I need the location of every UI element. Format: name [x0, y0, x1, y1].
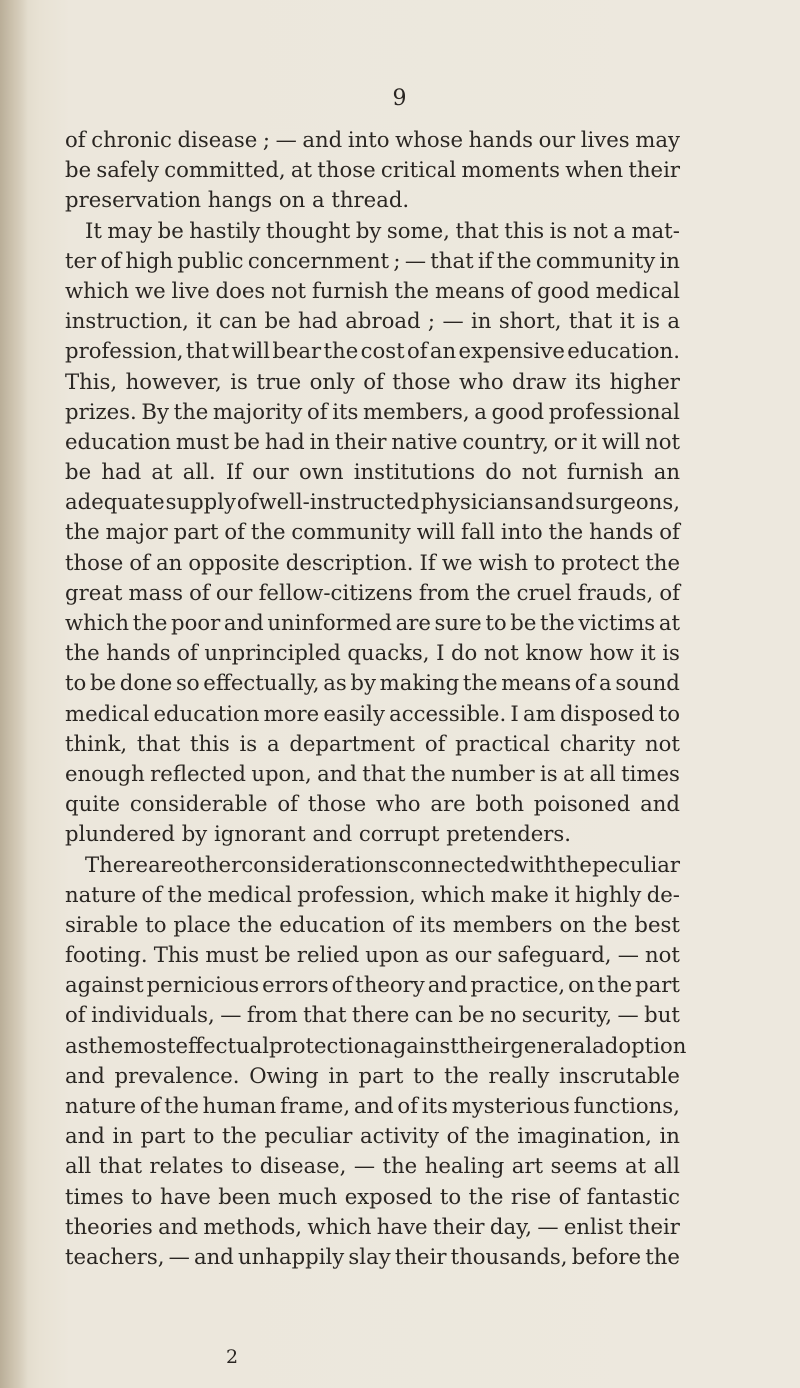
text-line: of individuals, — from that there can be no security, — but — [65, 1002, 680, 1028]
text-line: of chronic disease ; — and into whose hands our lives may — [65, 127, 680, 152]
text-line: which the poor and uninformed are sure to be the victims at — [65, 610, 680, 635]
signature-mark: 2 — [225, 1346, 239, 1368]
text-line: prizes. By the majority of its members, a good professional — [65, 398, 680, 424]
text-line: the hands of unprincipled quacks, I do not know how it is — [65, 640, 680, 666]
text-line: plundered by ignorant and corrupt pretenders. — [65, 821, 572, 847]
text-line: education must be had in their native country, or it will not — [65, 428, 680, 454]
binding-gutter-shadow — [0, 0, 28, 1388]
text-line: and in part to the peculiar activity of the imagination, in — [65, 1123, 680, 1149]
text-line: This, however, is true only of those who draw its higher — [65, 368, 680, 394]
body-text — [65, 125, 687, 1272]
text-line: those of an opposite description. If we wish to protect the — [65, 549, 680, 575]
text-line: enough reflected upon, and that the number is at all times — [65, 760, 680, 786]
text-line: great mass of our fellow-citizens from the cruel frauds, of — [65, 579, 680, 605]
text-line: against pernicious errors of theory and practice, on the part — [65, 972, 680, 998]
text-line: which we live does not furnish the means of good medical — [65, 277, 680, 303]
text-line: nature of the human frame, and of its mysterious functions, — [65, 1093, 680, 1118]
text-line: teachers, — and unhappily slay their thousands, before the — [65, 1243, 680, 1269]
text-line: and prevalence. Owing in part to the really inscrutable — [65, 1062, 680, 1088]
text-line: to be done so effectually, as by making the means of a sound — [65, 670, 680, 696]
text-line: as the most effectual protection against their general adoption — [65, 1032, 687, 1058]
text-line: preservation hangs on a thread. — [65, 187, 410, 213]
text-line: quite considerable of those who are both poisoned and — [65, 791, 680, 817]
text-line: all that relates to disease, — the healing art seems at all — [65, 1153, 680, 1179]
text-line: think, that this is a department of practical charity not — [65, 730, 680, 756]
text-line: It may be hastily thought by some, that this is not a mat- — [85, 217, 680, 243]
text-line: theories and methods, which have their day, — enlist their — [65, 1213, 680, 1239]
text-line: be safely committed, at those critical moments when their — [65, 157, 680, 183]
text-line: adequate supply of well-instructed physicians and surgeons, — [65, 489, 680, 515]
text-line: sirable to place the education of its members on the best — [65, 911, 680, 937]
text-line: ter of high public concernment ; — that if the community in — [65, 247, 680, 273]
text-line: times to have been much exposed to the rise of fantastic — [65, 1183, 680, 1209]
text-line: instruction, it can be had abroad ; — in short, that it is a — [65, 308, 680, 334]
text-line: medical education more easily accessible. I am disposed to — [65, 700, 680, 726]
text-line: nature of the medical profession, which make it highly de- — [65, 881, 680, 907]
text-line: footing. This must be relied upon as our safeguard, — not — [65, 942, 680, 968]
text-line: profession, that will bear the cost of an expensive education. — [65, 338, 680, 364]
text-line: the major part of the community will fall into the hands of — [65, 519, 680, 545]
text-line: There are other considerations connected with the peculiar — [85, 851, 680, 877]
text-line: be had at all. If our own institutions do not furnish an — [65, 459, 680, 485]
page-number: 9 — [392, 86, 408, 111]
